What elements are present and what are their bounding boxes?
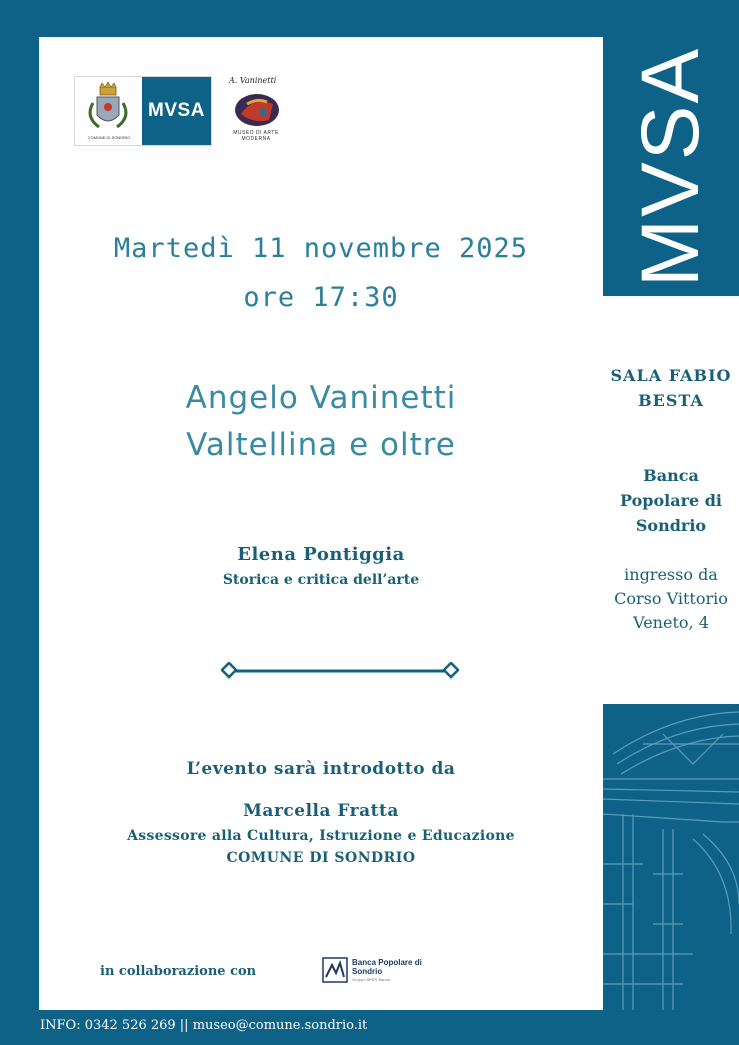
- bps-name: Banca Popolare di Sondrio: [352, 958, 422, 976]
- bps-logo: [322, 957, 422, 987]
- bps-group: Gruppo BPER Banca: [352, 977, 390, 982]
- ornamental-divider: [221, 662, 459, 680]
- museo-caption: MUSEO DI ARTE MODERNA: [233, 130, 279, 142]
- event-title-line2: Valtellina e oltre: [186, 427, 456, 463]
- vaninetti-signature: A. Vaninetti: [229, 76, 277, 85]
- mvsa-vertical-logo: [603, 37, 739, 296]
- collaboration-label: in collaborazione con: [100, 964, 257, 979]
- bps-icon: [322, 957, 348, 983]
- event-time: ore 17:30: [243, 282, 399, 313]
- speaker-role: Storica e critica dell’arte: [222, 572, 420, 588]
- venue-address: ingresso da Corso Vittorio Veneto, 4: [614, 565, 728, 632]
- event-date: Martedì 11 novembre 2025: [113, 233, 529, 264]
- comune-mvsa-logo: [74, 76, 212, 146]
- intro-role: Assessore alla Cultura, Istruzione e Educazione: [127, 828, 515, 844]
- event-title-line1: Angelo Vaninetti: [185, 380, 457, 416]
- venue-bank: Banca Popolare di Sondrio: [619, 466, 723, 535]
- museo-vaninetti-logo: [229, 76, 283, 146]
- info-contact: INFO: 0342 526 269 || museo@comune.sondrio.it: [40, 1018, 368, 1033]
- intro-name: Marcella Fratta: [243, 801, 399, 821]
- mvsa-small-logo: MVSA: [142, 77, 211, 145]
- intro-organization: COMUNE DI SONDRIO: [226, 850, 416, 866]
- comune-caption: COMUNE DI SONDRIO: [87, 135, 131, 140]
- intro-heading: L’evento sarà introdotto da: [186, 759, 456, 779]
- venue-room: SALA FABIO BESTA: [610, 366, 732, 410]
- museo-painting-icon: [233, 90, 281, 128]
- architecture-illustration: [603, 704, 739, 1010]
- mvsa-vertical-text: MVSA: [625, 46, 717, 287]
- speaker-name: Elena Pontiggia: [237, 544, 405, 565]
